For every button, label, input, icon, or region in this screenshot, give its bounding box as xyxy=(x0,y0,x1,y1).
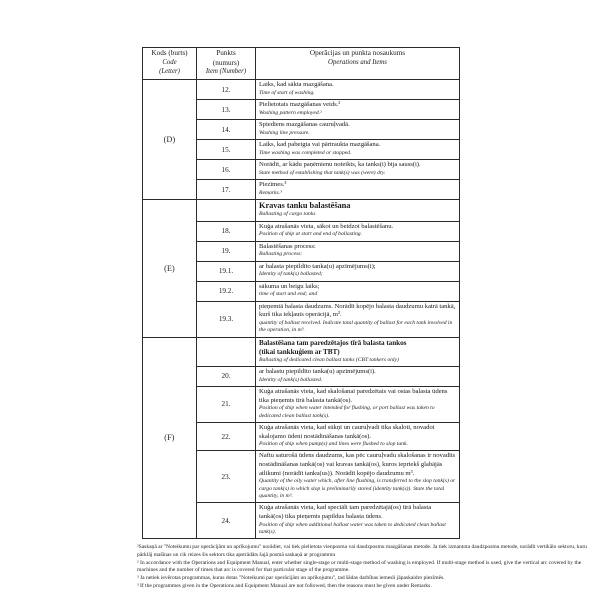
section-title-en: Ballasting of cargo tanks xyxy=(259,211,316,218)
item-number: 23. xyxy=(197,451,256,503)
operation-lv: Naftu saturošā ūdens daudzums, kas pēc cauruļvadu skalošanas ir novadīts nostādināšanas tankā(os) vai kravas tankā(os), kuros iepriekš glabājās atlikumi (norādīt tanku(us)). Norādīt kopējo daudzumu m³. xyxy=(259,452,456,477)
code-letter-d: (D) xyxy=(143,80,197,200)
operation-lv: Kuģa atrašanās vieta, kad skalošanai paredzētais vai ostas balasta ūdens tika pieņemts tīrā balasta tankā(os). xyxy=(259,387,448,404)
operation-cell xyxy=(256,301,460,337)
operation-lv: Norādīt, ar kādu paņēmienu noteikts, ka tanks(i) bija sauss(i). xyxy=(259,161,421,169)
operation-cell xyxy=(256,451,460,503)
item-number xyxy=(197,337,256,366)
item-number: 22. xyxy=(197,422,256,451)
item-number: 18. xyxy=(197,221,256,241)
item-number: 13. xyxy=(197,100,256,120)
item-number: 19.2. xyxy=(197,281,256,301)
header-item-lv2: (numurs) xyxy=(212,58,240,67)
operation-cell xyxy=(256,386,460,422)
operation-cell xyxy=(256,503,460,539)
header-item-en: Item (Number) xyxy=(205,68,247,76)
header-operations-column xyxy=(256,48,460,80)
footnote-3-lv: ³ Ja netiek ievērotas programmas, kuras dotas "Noteikumi par operācijām un aprīkojumu", tad šādas darbības iemesli jāpaskaidro piezīmēs. xyxy=(137,575,445,582)
header-code-column xyxy=(143,48,197,80)
section-title-lv: Balastēšana tam paredzētajos tīrā balasta tankos xyxy=(259,338,407,347)
item-number: 16. xyxy=(197,160,256,180)
operation-en: Remarks.³ xyxy=(259,189,282,196)
operation-lv: Laiks, kad sākta mazgāšana. xyxy=(259,81,334,89)
operation-lv: Pielietotais mazgāšanas veids.² xyxy=(259,101,341,109)
item-number: 20. xyxy=(197,366,256,386)
operation-en: time of start and end; and xyxy=(259,291,318,298)
operation-en: Identity of tank(s) ballasted; xyxy=(259,271,323,278)
item-number: 19.1. xyxy=(197,261,256,281)
footnote-2-en: ² In accordance with the Operations and Equipment Manual, enter whether single-stage or multi-stage method of washing is employed. If multi-stage method is used, give the vertical arc covered by the machines and the number of times that arc is covered for that particular stage of the programme. xyxy=(137,559,582,574)
operation-en: State method of establishing that tank(s) was (were) dry. xyxy=(259,169,386,176)
operation-cell xyxy=(256,180,460,200)
operations-table xyxy=(142,47,460,539)
table-header-row xyxy=(143,48,460,80)
section-title-en: Ballasting of dedicated clean ballast tanks (CBT tankers only) xyxy=(259,356,399,363)
section-title-lv: Kravas tanku balastēšana xyxy=(259,201,351,211)
header-item-column xyxy=(197,48,256,80)
header-item-lv: Punkts xyxy=(216,49,236,57)
footnotes-block xyxy=(137,544,589,591)
operation-cell xyxy=(256,100,460,120)
operation-en: Position of ship at start and end of ballasting. xyxy=(259,231,362,238)
item-number: 14. xyxy=(197,120,256,140)
operation-en: Position of ship when pump(s) and lines were flushed to slop tank. xyxy=(259,441,408,448)
operation-en: Quantity of the oily water which, after line flushing, is transferred to the slop tank(s) or cargo tank(s) in which slop is preliminarily stored (identity tank(s)). State the total quantity, in m³. xyxy=(259,478,456,500)
item-number: 24. xyxy=(197,503,256,539)
item-number: 21. xyxy=(197,386,256,422)
item-number xyxy=(197,200,256,221)
operation-cell xyxy=(256,366,460,386)
operation-lv: ar balasta piepildīto tanka(u) apzīmējums(i); xyxy=(259,262,376,270)
operation-en: Washing pattern employed.² xyxy=(259,109,322,116)
operation-en: Ballasting process: xyxy=(259,251,303,258)
operation-cell xyxy=(256,422,460,451)
operation-lv: Spiediens mazgāšanas cauruļvadā. xyxy=(259,121,350,129)
header-code-en: Code xyxy=(162,58,177,66)
operation-lv: Kuģa atrašanās vieta, kad sūkņi un cauruļvadi tika skaloti, novadot skalojamo ūdeni nostādināšanas tankā(os). xyxy=(259,423,435,440)
section-header-cell xyxy=(256,200,460,221)
item-number: 17. xyxy=(197,180,256,200)
footnote-3-en: ³ If the programmes given in the Operations and Equipment Manual are not followed, then the reasons must be given under Remarks. xyxy=(137,583,432,590)
operation-lv: ar balastu piepildīto tanka(u) apzīmējums(i). xyxy=(259,367,376,375)
header-operations-en: Operations and Items xyxy=(328,58,387,66)
operation-lv: Piezīmes.³ xyxy=(259,181,287,189)
operation-en: Washing line pressure. xyxy=(259,129,310,136)
code-letter-f: (F) xyxy=(143,337,197,539)
item-number: 15. xyxy=(197,140,256,160)
operation-en: Time washing was completed or stopped. xyxy=(259,149,352,156)
operation-lv: Kuģa atrašanās vieta, sākot un beidzot balastēšanu. xyxy=(259,222,394,230)
operation-en: Position of ship when water intended for flushing, or port ballast was taken to dedicated clean ballast tank(s). xyxy=(259,405,435,419)
section-title-lv2: (tikai tankkuģiem ar TBT) xyxy=(259,347,340,356)
operation-en: quantity of ballast received. Indicate total quantity of ballast for each tank involved in the operation, in m³. xyxy=(259,319,453,334)
operation-lv: sākuma un beigu laiks; xyxy=(259,282,320,290)
operation-cell xyxy=(256,80,460,100)
operation-cell xyxy=(256,140,460,160)
header-code-en2: (Letter) xyxy=(159,67,180,75)
operation-cell xyxy=(256,120,460,140)
header-code-lv: Kods (burts) xyxy=(151,49,188,57)
item-number: 19.3. xyxy=(197,301,256,337)
table-row-12 xyxy=(143,80,460,100)
item-number: 19. xyxy=(197,241,256,261)
code-letter-e: (E) xyxy=(143,200,197,337)
operation-lv: pieņemtā balasta daudzums. Norādīt kopējo balasta daudzumu katrā tankā, kurš tika iekļauts operācijā, m³. xyxy=(259,302,456,319)
footnote-2-lv: ²Saskaņā ar "Noteikumu par operācijām un aprīkojumu" norādiet, vai tiek pielietota vienposma vai daudzposmu mazgāšanas metode. Ja tiek izmantota daudzposmu metode, norādīt vertikālo sektoru, kuru pārklāj mašīnas un cik reizes šis sektors tika apstrādāts šajā posmā saskaņā ar programmu xyxy=(137,544,587,558)
operation-lv: Balastēšanas process: xyxy=(259,242,316,250)
item-number: 12. xyxy=(197,80,256,100)
operation-en: Position of ship when additional ballast water was taken to dedicated clean ballast tank(s). xyxy=(259,521,446,535)
header-operations-lv: Operācijas un punkta nosaukums xyxy=(309,49,406,57)
operation-en: Identity of tank(s) ballasted. xyxy=(259,376,323,383)
operation-cell xyxy=(256,241,460,261)
operation-lv: Kuģa atrašanās vieta, kad speciāli tam paredzētajā(os) tīrā balasta tankā(os) tika pieņemts papildus balasta ūdens. xyxy=(259,504,432,521)
operation-lv: Laiks, kad pabeigta vai pārtraukta mazgāšana. xyxy=(259,141,381,149)
operation-cell xyxy=(256,261,460,281)
table-row-section-dedicated-clean-ballast-tanks xyxy=(143,337,460,366)
section-header-cell xyxy=(256,337,460,366)
operation-cell xyxy=(256,281,460,301)
table-row-section-ballasting-cargo-tanks xyxy=(143,200,460,221)
operation-cell xyxy=(256,160,460,180)
operation-cell xyxy=(256,221,460,241)
operation-en: Time of start of washing. xyxy=(259,89,315,96)
